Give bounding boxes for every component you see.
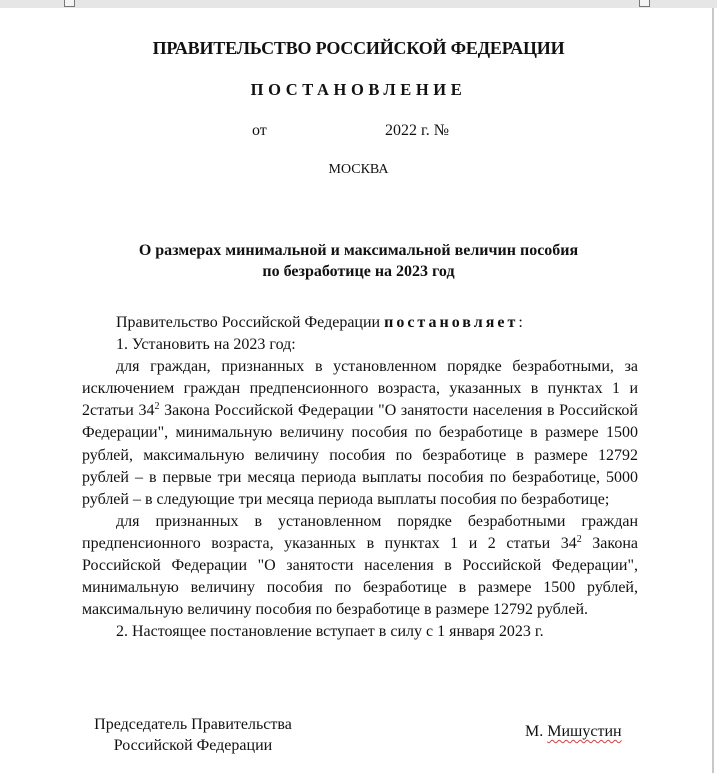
date-year-number: 2022 г. № xyxy=(385,122,450,139)
signatory-name xyxy=(525,723,622,741)
name-initial: М. xyxy=(525,723,548,740)
paragraph-1-part-2: Закона Российской Федерации "О занятости населения в Российской Федерации", минимальную величину пособия по безработице в размере 1500 рублей, максимальную величину пособия по безработице в размере 12792 рублей – в первые три месяца периода выплаты пособия по безработице, 5000 рублей – в следующие три месяца периода выплаты пособия по безработице; xyxy=(82,402,638,508)
intro-paragraph xyxy=(82,312,638,334)
superscript: 2 xyxy=(576,533,582,545)
paragraph-1 xyxy=(82,356,638,511)
paragraph-1-part-1: для граждан, признанных в установленном порядке безработными, за исключением граждан предпенсионного возраста, указанных в пунктах 1 и 2статьи 34 xyxy=(82,358,638,420)
superscript: 2 xyxy=(154,401,160,413)
paragraph-2-part-2: Закона Российской Федерации "О занятости населения в Российской Федерации", минимальную величину пособия по безработице в размере 1500 рублей, максимальную величину пособия по безработице в размере 12792 рублей. xyxy=(82,534,638,619)
date-from-label: от xyxy=(252,122,267,139)
city-label: МОСКВА xyxy=(328,162,389,177)
subject-line-1: О размерах минимальной и максимальной величин пособия xyxy=(138,242,579,259)
intro-colon: : xyxy=(518,314,523,331)
intro-verb: постановляет xyxy=(384,314,519,331)
position-line-2: Российской Федерации xyxy=(113,737,273,754)
subject-line-2: по безработице на 2023 год xyxy=(262,263,455,280)
document-type-heading: ПОСТАНОВЛЕНИЕ xyxy=(250,80,467,99)
document-subject xyxy=(0,240,717,282)
document-body xyxy=(82,312,638,643)
intro-text: Правительство Российской Федерации xyxy=(116,314,385,331)
government-heading: ПРАВИТЕЛЬСТВО РОССИЙСКОЙ ФЕДЕРАЦИИ xyxy=(152,38,565,58)
signatory-position xyxy=(80,714,306,756)
paragraph-2 xyxy=(82,511,638,621)
paragraph-2-part-1: для признанных в установленном порядке безработными граждан предпенсионного возраста, указанных в пунктах 1 и 2 статьи 34 xyxy=(82,512,638,552)
item-2: 2. Настоящее постановление вступает в силу с 1 января 2023 г. xyxy=(116,623,544,641)
name-surname[interactable]: Мишустин xyxy=(547,723,622,740)
item-1-title: 1. Установить на 2023 год: xyxy=(116,336,296,354)
position-line-1: Председатель Правительства xyxy=(94,716,292,733)
